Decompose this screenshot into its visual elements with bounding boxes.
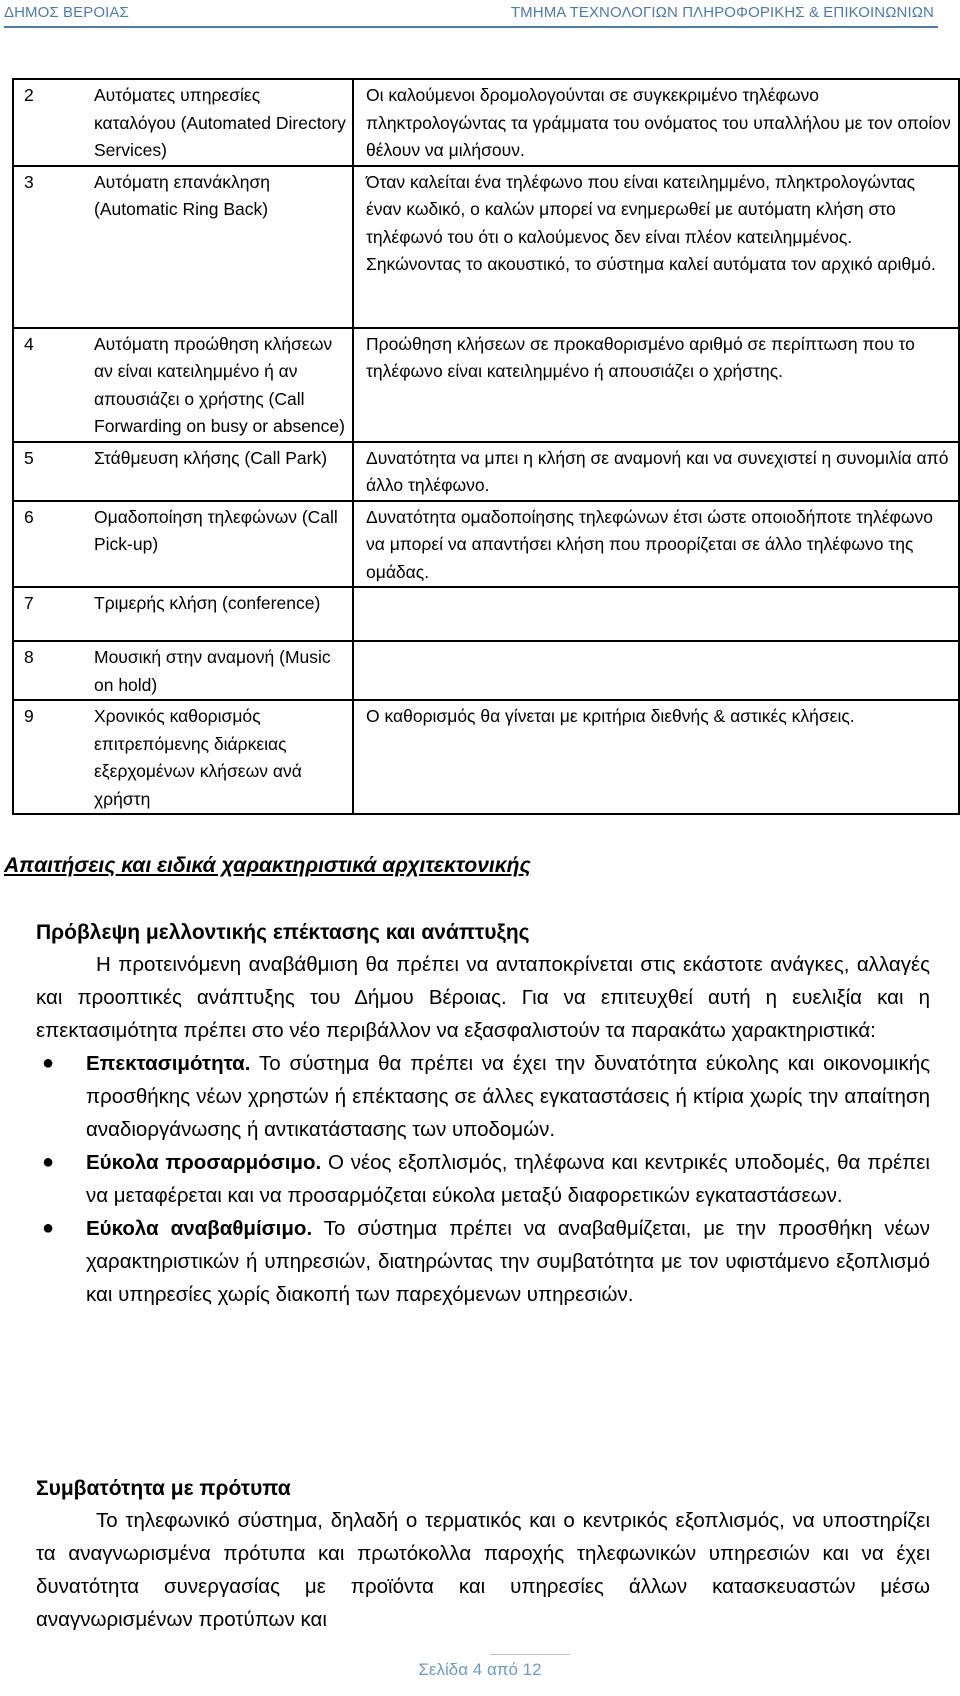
row-number: 8 — [13, 641, 80, 700]
expansion-intro: Η προτεινόμενη αναβάθμιση θα πρέπει να ανταποκρίνεται στις εκάστοτε ανάγκες, αλλαγές και προοπτικές ανάπτυξης του Δήμου Βέροιας. Για να επιτευχθεί αυτή η ευελιξία και η επεκτασιμότητα πρέπει στο νέο περιβάλλον να εξασφαλιστούν τα παρακάτω χαρακτηριστικά: — [36, 953, 930, 1042]
expansion-heading: Πρόβλεψη μελλοντικής επέκτασης και ανάπτυξης — [36, 921, 530, 944]
service-name: Στάθμευση κλήσης (Call Park) — [80, 442, 353, 501]
service-description: Ο καθορισμός θα γίνεται με κριτήρια διεθνής & αστικές κλήσεις. — [353, 700, 959, 814]
compatibility-text: Το τηλεφωνικό σύστημα, δηλαδή ο τερματικός και ο κεντρικός εξοπλισμός, να υποστηρίζει τα αναγνωρισμένα πρότυπα και πρωτόκολλα παροχής τηλεφωνικών υπηρεσιών και να έχει δυνατότητα συνεργασίας με προϊόντα και υπηρεσίες άλλων κατασκευαστών μέσω αναγνωρισμένων προτύπων και — [36, 1509, 930, 1631]
row-number: 3 — [13, 166, 80, 328]
row-number: 9 — [13, 700, 80, 814]
list-item — [36, 1146, 930, 1212]
compatibility-section — [36, 1474, 930, 1636]
architecture-heading: Απαιτήσεις και ειδικά χαρακτηριστικά αρχιτεκτονικής — [4, 854, 531, 877]
service-name: Χρονικός καθορισμός επιτρεπόμενης διάρκειας εξερχομένων κλήσεων ανά χρήστη — [80, 700, 353, 814]
table-row — [13, 328, 959, 442]
footer-divider — [490, 1654, 570, 1655]
table-row — [13, 501, 959, 588]
list-item — [36, 1047, 930, 1146]
row-number: 6 — [13, 501, 80, 588]
service-name: Αυτόματες υπηρεσίες καταλόγου (Automated Directory Services) — [80, 79, 353, 166]
bullet-icon: ● — [42, 1217, 55, 1239]
list-item — [36, 1212, 930, 1311]
expansion-section — [36, 918, 930, 1311]
feature-text: Ο νέος εξοπλισμός, τηλέφωνα και κεντρικές υποδομές, θα πρέπει να μεταφέρεται και να προσαρμόζεται εύκολα μεταξύ διαφορετικών εγκαταστάσεων. — [86, 1151, 930, 1207]
services-table — [12, 78, 960, 815]
service-name: Μουσική στην αναμονή (Music on hold) — [80, 641, 353, 700]
service-name: Ομαδοποίηση τηλεφώνων (Call Pick-up) — [80, 501, 353, 588]
table-row — [13, 166, 959, 328]
service-description: Οι καλούμενοι δρομολογούνται σε συγκεκριμένο τηλέφωνο πληκτρολογώντας τα γράμματα του ονόματος του υπαλλήλου με τον οποίον θέλουν να μιλήσουν. — [353, 79, 959, 166]
row-number: 2 — [13, 79, 80, 166]
feature-term: Εύκολα αναβαθμίσιμο. — [86, 1217, 313, 1240]
service-name: Τριμερής κλήση (conference) — [80, 587, 353, 641]
row-number: 5 — [13, 442, 80, 501]
feature-text: Το σύστημα πρέπει να αναβαθμίζεται, με την προσθήκη νέων χαρακτηριστικών ή υπηρεσιών, διατηρώντας την συμβατότητα με τον υφιστάμενο εξοπλισμό και υπηρεσίες χωρίς διακοπή των παρεχόμενων υπηρεσιών. — [86, 1217, 930, 1306]
feature-term: Εύκολα προσαρμόσιμο. — [86, 1151, 322, 1174]
table-row — [13, 587, 959, 641]
table-row — [13, 641, 959, 700]
compatibility-heading: Συμβατότητα με πρότυπα — [36, 1477, 291, 1500]
header-department: ΤΜΗΜΑ ΤΕΧΝΟΛΟΓΙΩΝ ΠΛΗΡΟΦΟΡΙΚΗΣ & ΕΠΙΚΟΙΝΩΝΙΩΝ — [510, 4, 934, 21]
service-description: Προώθηση κλήσεων σε προκαθορισμένο αριθμό σε περίπτωση που το τηλέφωνο είναι κατειλημμένο ή απουσιάζει ο χρήστης. — [353, 328, 959, 442]
service-description: Δυνατότητα να μπει η κλήση σε αναμονή και να συνεχιστεί η συνομιλία από άλλο τηλέφωνο. — [353, 442, 959, 501]
page-number: Σελίδα 4 από 12 — [418, 1660, 542, 1679]
bullet-icon: ● — [42, 1151, 55, 1173]
table-row — [13, 700, 959, 814]
service-description — [353, 587, 959, 641]
feature-list — [36, 1047, 930, 1311]
row-number: 4 — [13, 328, 80, 442]
table-row — [13, 79, 959, 166]
header-municipality: ΔΗΜΟΣ ΒΕΡΟΙΑΣ — [4, 4, 129, 21]
service-name: Αυτόματη επανάκληση (Automatic Ring Back) — [80, 166, 353, 328]
table-row — [13, 442, 959, 501]
feature-text: Το σύστημα θα πρέπει να έχει την δυνατότητα εύκολης και οικονομικής προσθήκης νέων χρηστών ή επέκτασης σε άλλες εγκαταστάσεις ή κτίρια χωρίς την απαίτηση αναδιοργάνωσης ή αντικατάστασης των υποδομών. — [86, 1052, 930, 1141]
feature-term: Επεκτασιμότητα. — [86, 1052, 251, 1075]
page-header — [4, 4, 938, 28]
service-description: Δυνατότητα ομαδοποίησης τηλεφώνων έτσι ώστε οποιοδήποτε τηλέφωνο να μπορεί να απαντήσει κλήση που προορίζεται σε άλλο τηλέφωνο της ομάδας. — [353, 501, 959, 588]
row-number: 7 — [13, 587, 80, 641]
service-description — [353, 641, 959, 700]
bullet-icon: ● — [42, 1052, 55, 1074]
service-description: Όταν καλείται ένα τηλέφωνο που είναι κατειλημμένο, πληκτρολογώντας έναν κωδικό, ο καλών μπορεί να ενημερωθεί με αυτόματη κλήση στο τηλέφωνό του ότι ο καλούμενος δεν είναι πλέον κατειλημμένος. Σηκώνοντας το ακουστικό, το σύστημα καλεί αυτόματα τον αρχικό αριθμό. — [353, 166, 959, 328]
service-name: Αυτόματη προώθηση κλήσεων αν είναι κατειλημμένο ή αν απουσιάζει ο χρήστης (Call Forwarding on busy or absence) — [80, 328, 353, 442]
